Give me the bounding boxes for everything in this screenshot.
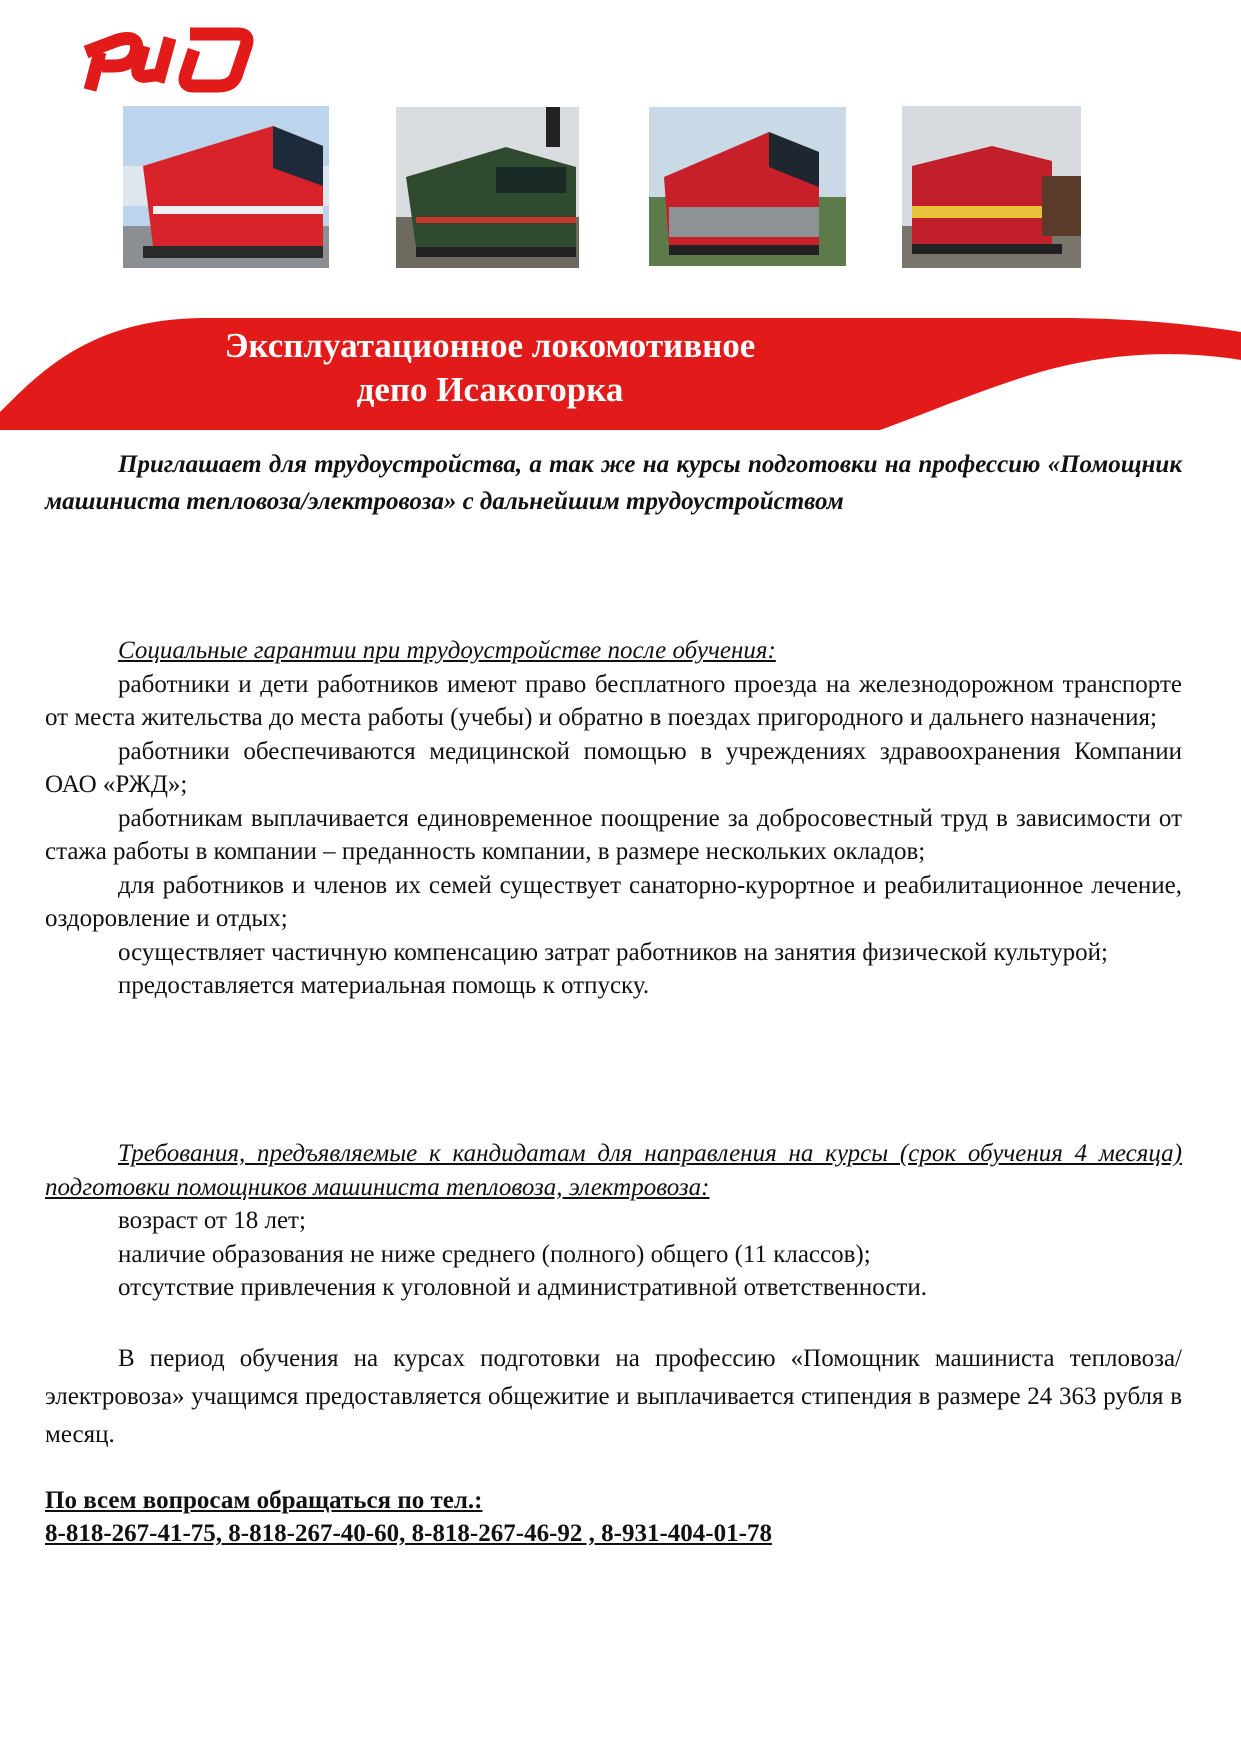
page-title	[160, 324, 820, 412]
social-guarantees-section	[45, 634, 1182, 1003]
locomotive-photo-1	[123, 106, 329, 268]
list-item: предоставляется материальная помощь к отпуску.	[118, 972, 650, 999]
list-item: работникам выплачивается единовременное поощрение за добросовестный труд в зависимости от стажа работы в компании – преданность компании, в размере нескольких окладов;	[45, 804, 1182, 865]
requirements-heading: Требования, предъявляемые к кандидатам для направления на курсы (срок обучения 4 месяца) подготовки помощников машиниста тепловоза, электровоза:	[45, 1140, 1182, 1201]
contacts-heading: По всем вопросам обращаться по тел.:	[45, 1487, 483, 1514]
lead-paragraph: Приглашает для трудоустройства, а так же на курсы подготовки на профессию «Помощник машиниста тепловоза/электровоза» с дальнейшим трудоустройством	[45, 451, 1182, 515]
requirements-section	[45, 1137, 1182, 1305]
contacts-section	[45, 1484, 1182, 1550]
social-guarantees-heading: Социальные гарантии при трудоустройстве после обучения:	[118, 637, 776, 664]
list-item: отсутствие привлечения к уголовной и административной ответственности.	[118, 1274, 927, 1301]
list-item: работники обеспечиваются медицинской помощью в учреждениях здравоохранения Компании ОАО «РЖД»;	[45, 737, 1182, 798]
page-title-line-1: Эксплуатационное локомотивное	[224, 326, 756, 365]
locomotive-photo-3	[649, 107, 846, 266]
training-paragraph: В период обучения на курсах подготовки на профессию «Помощник машиниста тепловоза/электровоза» учащимся предоставляется общежитие и выплачивается стипендия в размере 24 363 рубля в месяц.	[45, 1345, 1182, 1448]
page-title-line-2: депо Исакогорка	[356, 370, 624, 409]
contact-phones[interactable]: 8-818-267-41-75, 8-818-267-40-60, 8-818-267-46-92 , 8-931-404-01-78	[45, 1520, 772, 1547]
locomotive-photo-4	[902, 106, 1081, 268]
rzd-logo	[78, 16, 258, 96]
list-item: осуществляет частичную компенсацию затрат работников на занятия физической культурой;	[118, 938, 1108, 966]
list-item: для работников и членов их семей существует санаторно-курортное и реабилитационное лечение, оздоровление и отдых;	[45, 871, 1182, 932]
locomotive-photo-2	[396, 107, 579, 268]
list-item: наличие образования не ниже среднего (полного) общего (11 классов);	[118, 1240, 871, 1268]
list-item: возраст от 18 лет;	[118, 1207, 306, 1234]
list-item: работники и дети работников имеют право бесплатного проезда на железнодорожном транспорте от места жительства до места работы (учебы) и обратно в поездах пригородного и дальнего назначения;	[45, 670, 1182, 731]
